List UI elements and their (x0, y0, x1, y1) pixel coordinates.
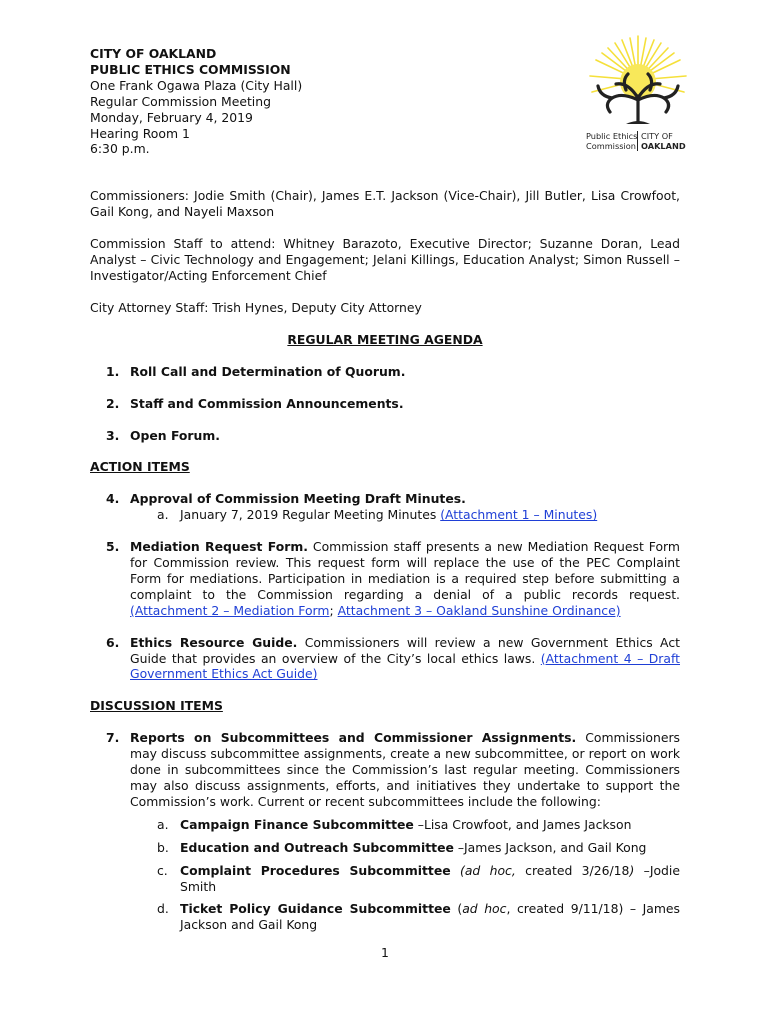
subcommittee-created: created 3/26/18 (515, 862, 630, 878)
sub-item-a (130, 507, 680, 523)
item-title: Ethics Resource Guide. (130, 634, 298, 650)
subcommittee-title: Ticket Policy Guidance Subcommittee (180, 901, 451, 917)
sub-item-letter: b. (157, 839, 169, 855)
agenda-item-3 (90, 428, 680, 444)
agenda-item-4 (90, 491, 680, 523)
subcommittee-b (130, 840, 680, 856)
sub-item-letter: a. (157, 816, 169, 832)
subcommittee-members: –James Jackson, and Gail Kong (453, 839, 647, 855)
agenda-title: REGULAR MEETING AGENDA (287, 331, 483, 347)
header-date: Monday, February 4, 2019 (90, 109, 253, 125)
attorney-staff: City Attorney Staff: Trish Hynes, Deputy City Attorney (90, 299, 422, 315)
item-body: Commission staff presents a new Mediation Request Form for Commission review. This request form will replace the use of the PEC Complaint Form for mediations. Participation in mediation is a required step before submitting a complaint to the Commission regarding a denial of a public records request. (130, 539, 680, 602)
header-address: One Frank Ogawa Plaza (City Hall) (90, 77, 303, 93)
item-number: 5. (106, 539, 120, 555)
subcommittee-members: –Jodie Smith (180, 862, 680, 894)
agenda-item-7 (90, 730, 680, 933)
commissioners-list: Commissioners: Jodie Smith (Chair), James E.T. Jackson (Vice-Chair), Jill Butler, Lisa Crowfoot, Gail Kong, and Nayeli Maxson (90, 188, 680, 220)
item-title: Open Forum. (130, 427, 220, 443)
header-time: 6:30 p.m. (90, 141, 150, 157)
logo-left-text-2: Commission (586, 141, 636, 151)
logo-right-text-1: CITY OF (641, 131, 673, 141)
attachment-1-link[interactable]: (Attachment 1 – Minutes) (440, 507, 598, 523)
discussion-items-heading: DISCUSSION ITEMS (90, 698, 223, 714)
item-number: 4. (106, 491, 120, 507)
sub-item-text: January 7, 2019 Regular Meeting Minutes (180, 507, 441, 523)
agenda-item-1 (90, 364, 680, 380)
subcommittee-paren: ) (629, 862, 635, 878)
header-city: CITY OF OAKLAND (90, 46, 217, 61)
item-body: Commissioners will review a new Government Ethics Act Guide that provides an overview of the City’s local ethics laws. (130, 634, 680, 666)
action-items-heading: ACTION ITEMS (90, 459, 190, 475)
agenda-page (90, 46, 680, 933)
sub-item-letter: d. (157, 901, 169, 917)
header-room: Hearing Room 1 (90, 125, 190, 141)
subcommittee-title: Education and Outreach Subcommittee (180, 839, 454, 855)
item-body: Commissioners may discuss subcommittee assignments, create a new subcommittee, or report on work done in subcommittees since the Commission’s last regular meeting. Commissioners may also discuss assignments, efforts, and initiatives they undertake to support the Commission’s work. Current or recent subcommittees include the following: (130, 730, 680, 809)
item-title: Mediation Request Form. (130, 539, 308, 555)
item-title: Roll Call and Determination of Quorum. (130, 363, 406, 379)
agenda-item-6 (90, 635, 680, 683)
item-title: Reports on Subcommittees and Commissioner Assignments. (130, 730, 577, 746)
subcommittee-members: –Lisa Crowfoot, and James Jackson (413, 816, 632, 832)
subcommittee-adhoc: (ad hoc, (450, 862, 516, 878)
logo-right-text-2: OAKLAND (641, 141, 686, 151)
item-number: 6. (106, 634, 120, 650)
subcommittee-d (130, 901, 680, 933)
attachment-3-link[interactable]: Attachment 3 – Oakland Sunshine Ordinance) (337, 602, 621, 618)
attachment-2-link[interactable]: (Attachment 2 – Mediation Form (130, 602, 330, 618)
subcommittee-open-paren: ( (450, 901, 463, 917)
subcommittee-adhoc: ad hoc (462, 901, 507, 917)
header-commission: PUBLIC ETHICS COMMISSION (90, 61, 291, 77)
item-number: 1. (106, 363, 120, 379)
attachment-4-link[interactable]: (Attachment 4 – Draft Government Ethics Act Guide) (130, 650, 680, 682)
item-number: 3. (106, 427, 120, 443)
subcommittee-members: , created 9/11/18) – James Jackson and Gail Kong (180, 901, 680, 933)
sub-item-letter: a. (157, 507, 169, 523)
document-header (90, 46, 390, 157)
subcommittee-a (130, 817, 680, 833)
item-title: Approval of Commission Meeting Draft Minutes. (130, 491, 466, 507)
sub-item-letter: c. (157, 862, 168, 878)
header-meeting-type: Regular Commission Meeting (90, 93, 271, 109)
page-number: 1 (381, 945, 389, 960)
staff-list: Commission Staff to attend: Whitney Barazoto, Executive Director; Suzanne Doran, Lead Analyst – Civic Technology and Engagement; Jelani Killings, Education Analyst; Simon Russell – Investigator/Acting Enforcement Chief (90, 236, 680, 283)
item-number: 2. (106, 395, 120, 411)
agenda-item-5 (90, 539, 680, 619)
subcommittee-title: Campaign Finance Subcommittee (180, 816, 414, 832)
subcommittee-title: Complaint Procedures Subcommittee (180, 862, 451, 878)
logo-left-text-1: Public Ethics (586, 131, 638, 141)
item-number: 7. (106, 730, 120, 746)
link-separator: ; (329, 602, 338, 618)
agenda-item-2 (90, 396, 680, 412)
item-title: Staff and Commission Announcements. (130, 395, 404, 411)
subcommittee-c (130, 863, 680, 895)
